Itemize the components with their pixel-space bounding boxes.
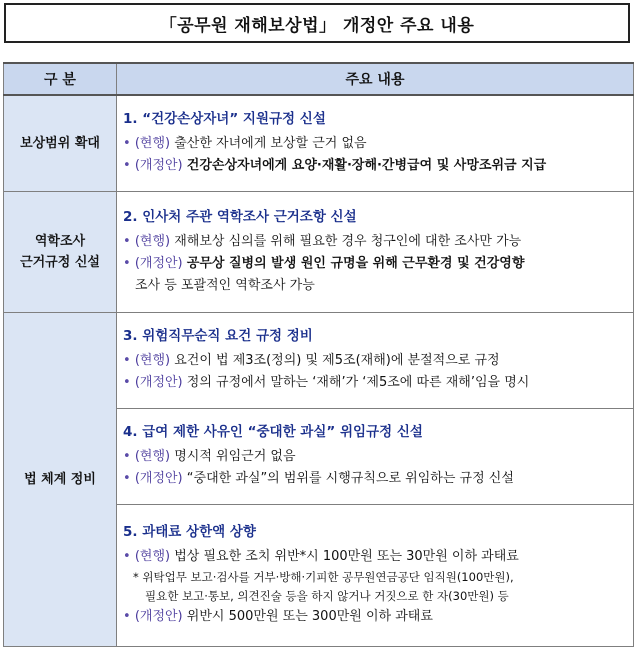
table-header-row xyxy=(4,63,634,95)
proposal-tag: (개정안) xyxy=(134,255,183,271)
bullet-icon: • xyxy=(123,136,131,152)
contents-table xyxy=(3,62,634,647)
proposal-line-continued: 조사 등 포괄적인 역학조사 가능 xyxy=(135,277,315,293)
category-cell xyxy=(4,191,117,312)
item-title: 1. “건강손상자녀” 지원규정 신설 xyxy=(123,111,326,128)
current-tag: (현행) xyxy=(134,233,171,249)
bullet-icon: • xyxy=(123,449,131,464)
category-label-line2: 근거규정 신설 xyxy=(20,254,100,270)
proposal-line xyxy=(123,468,627,490)
current-text: 법상 필요한 조치 위반*시 100만원 또는 30만원 이하 과태료 xyxy=(174,549,519,564)
category-cell xyxy=(4,95,117,191)
item-title: 4. 급여 제한 사유인 “중대한 과실” 위임규정 신설 xyxy=(123,424,423,440)
content-cell xyxy=(117,191,634,312)
content-cell xyxy=(117,504,634,646)
category-cell xyxy=(4,312,117,646)
item-title: 5. 과태료 상한액 상향 xyxy=(123,524,256,540)
proposal-tag: (개정안) xyxy=(134,471,183,486)
category-label: 법 체계 정비 xyxy=(24,471,96,487)
current-tag: (현행) xyxy=(134,549,171,564)
document-title: 「공무원 재해보상법」 개정안 주요 내용 xyxy=(4,3,630,43)
content-cell xyxy=(117,408,634,504)
item-title: 3. 위험직무순직 요건 규정 정비 xyxy=(123,328,313,344)
current-line xyxy=(123,133,627,155)
content-cell xyxy=(117,312,634,408)
bullet-icon: • xyxy=(123,233,131,249)
table-row xyxy=(4,191,634,312)
current-line xyxy=(123,446,627,468)
table-row xyxy=(4,95,634,191)
current-text: 출산한 자녀에게 보상할 근거 없음 xyxy=(174,136,367,152)
bullet-icon: • xyxy=(123,609,131,624)
proposal-text: 위반시 500만원 또는 300만원 이하 과태료 xyxy=(186,609,433,624)
proposal-tag: (개정안) xyxy=(134,609,183,624)
current-tag: (현행) xyxy=(134,353,171,368)
current-text: 명시적 위임근거 없음 xyxy=(174,449,296,464)
proposal-text: 공무상 질병의 발생 원인 규명을 위해 근무환경 및 건강영향 xyxy=(186,255,525,271)
current-tag: (현행) xyxy=(134,449,171,464)
bullet-icon: • xyxy=(123,549,131,564)
proposal-line xyxy=(123,372,627,394)
current-text: 요건이 법 제3조(정의) 및 제5조(재해)에 분절적으로 규정 xyxy=(174,353,500,368)
item-title: 2. 인사처 주관 역학조사 근거조항 신설 xyxy=(123,208,357,225)
proposal-line xyxy=(123,155,627,177)
bullet-icon: • xyxy=(123,471,131,486)
current-text: 재해보상 심의를 위해 필요한 경우 청구인에 대한 조사만 가능 xyxy=(174,233,522,249)
proposal-line xyxy=(123,253,627,275)
proposal-tag: (개정안) xyxy=(134,375,183,390)
category-label-line1: 역학조사 xyxy=(34,233,86,249)
proposal-tag: (개정안) xyxy=(134,158,183,174)
bullet-icon: • xyxy=(123,353,131,368)
content-cell xyxy=(117,95,634,191)
header-category: 구 분 xyxy=(4,63,117,95)
bullet-icon: • xyxy=(123,375,131,390)
footnote-line1: * 위탁업무 보고·검사를 거부·방해·기피한 공무원연금공단 임직원(100만원), xyxy=(133,570,514,584)
table-row xyxy=(4,312,634,408)
current-line xyxy=(123,546,627,568)
bullet-icon: • xyxy=(123,255,131,271)
proposal-text: “중대한 과실”의 범위를 시행규칙으로 위임하는 규정 신설 xyxy=(186,471,514,486)
current-line xyxy=(123,231,627,253)
proposal-text: 건강손상자녀에게 요양·재활·장해·간병급여 및 사망조위금 지급 xyxy=(186,158,547,174)
bullet-icon: • xyxy=(123,158,131,174)
proposal-line xyxy=(123,606,627,628)
footnote-line2: 필요한 보고·통보, 의견진술 등을 하지 않거나 거짓으로 한 자(30만원) 등 xyxy=(145,589,509,603)
current-line xyxy=(123,350,627,372)
category-label: 보상범위 확대 xyxy=(20,135,100,151)
current-tag: (현행) xyxy=(134,136,171,152)
proposal-text: 정의 규정에서 말하는 ‘재해’가 ‘제5조에 따른 재해’임을 명시 xyxy=(186,375,530,390)
header-contents: 주요 내용 xyxy=(117,63,634,95)
